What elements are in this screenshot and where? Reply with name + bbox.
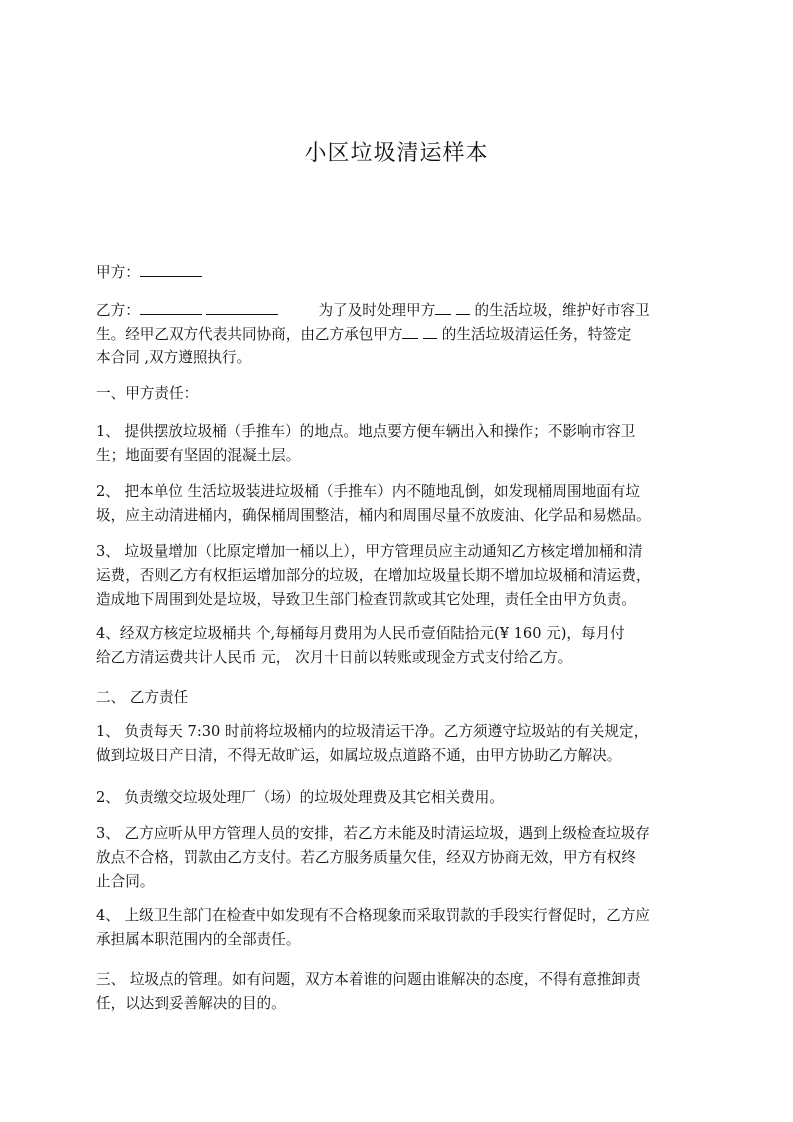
section-1-item-3-line-1: 3、 垃圾量增加（比原定增加一桶以上），甲方管理员应主动通知乙方核定增加桶和清: [96, 543, 643, 560]
section-2-item-2-line-1: 2、 负责缴交垃圾处理厂（场）的垃圾处理费及其它相关费用。: [96, 789, 504, 806]
section-1-item-2: [96, 480, 704, 528]
section-1-item-4-line-2: 给乙方清运费共计人民币 元， 次月十日前以转账或现金方式支付给乙方。: [96, 649, 573, 666]
party-a-name-blank-2b: [423, 322, 437, 339]
party-a-name-blank-1b: [456, 298, 470, 315]
party-b-text-2-end: 的生活垃圾清运任务，特签定: [441, 326, 632, 343]
party-a-name-blank-1a: [435, 298, 451, 315]
party-b-paragraph: [96, 298, 704, 370]
section-2-item-4-line-2: 承担属本职范围内的全部责任。: [96, 931, 301, 948]
section-1-heading: 一、甲方责任：: [96, 385, 199, 402]
section-1-item-2-line-2: 圾，应主动清进桶内，确保桶周围整洁，桶内和周围尽量不放废油、化学品和易燃品。: [96, 507, 651, 524]
party-b-line-1: [96, 298, 704, 322]
section-2-item-3-line-3: 止合同。: [96, 873, 155, 890]
section-2-item-4-line-1: 4、 上级卫生部门在检查中如发现有不合格现象而采取罚款的手段实行督促时，乙方应: [96, 907, 650, 924]
party-b-line-2: [96, 322, 704, 346]
section-2-item-3: [96, 822, 704, 894]
section-3-line-1: 三、 垃圾点的管理。如有问题，双方本着谁的问题由谁解决的态度，不得有意推卸责: [96, 971, 641, 988]
section-2-item-1-line-1: 1、 负责每天 7:30 时前将垃圾桶内的垃圾清运干净。乙方须遵守垃圾站的有关规定，: [96, 723, 649, 740]
party-b-blank-2: [206, 298, 278, 315]
section-3-paragraph: [96, 968, 704, 1016]
party-b-blank-1: [140, 298, 202, 315]
section-1-item-1: [96, 420, 704, 468]
section-2-item-4: [96, 904, 704, 952]
section-2-item-1: [96, 720, 704, 768]
party-b-text-1: 为了及时处理甲方: [318, 302, 436, 319]
section-2-item-2: [96, 786, 704, 810]
party-b-text-2: 生。经甲乙双方代表共同协商，由乙方承包甲方: [96, 326, 403, 343]
party-a-blank: [140, 260, 202, 277]
section-1-item-1-line-1: 1、 提供摆放垃圾桶（手推车）的地点。地点要方便车辆出入和操作；不影响市容卫: [96, 423, 636, 440]
party-b-label: 乙方：: [96, 302, 140, 319]
section-1-item-4-line-1: 4、经双方核定垃圾桶共 个,每桶每月费用为人民币壹佰陆拾元(¥ 160 元)，每月付: [96, 625, 625, 642]
section-1-item-1-line-2: 生；地面要有坚固的混凝土层。: [96, 447, 301, 464]
party-a-line: [96, 260, 704, 285]
section-2-item-3-line-1: 3、 乙方应听从甲方管理人员的安排，若乙方未能及时清运垃圾，遇到上级检查垃圾存: [96, 825, 650, 842]
party-b-line-3: 本合同 ,双方遵照执行。: [96, 349, 252, 366]
section-3-line-2: 任，以达到妥善解决的目的。: [96, 995, 286, 1012]
section-2-heading: 二、 乙方责任: [96, 689, 189, 706]
section-1-item-2-line-1: 2、 把本单位 生活垃圾装进垃圾桶（手推车）内不随地乱倒，如发现桶周围地面有垃: [96, 483, 640, 500]
document-title: 小区垃圾清运样本: [304, 141, 489, 166]
section-1-item-4: [96, 622, 704, 670]
section-2-item-3-line-2: 放点不合格，罚款由乙方支付。若乙方服务质量欠佳，经双方协商无效，甲方有权终: [96, 849, 636, 866]
section-1-item-3-line-2: 运费，否则乙方有权拒运增加部分的垃圾，在增加垃圾量长期不增加垃圾桶和清运费，: [96, 567, 651, 584]
party-a-name-blank-2a: [402, 322, 418, 339]
party-a-label: 甲方：: [96, 264, 140, 281]
section-1-item-3: [96, 540, 704, 612]
section-1-item-3-line-3: 造成地下周围到处是垃圾，导致卫生部门检查罚款或其它处理，责任全由甲方负责。: [96, 591, 636, 608]
party-b-text-1-end: 的生活垃圾，维护好市容卫: [474, 302, 650, 319]
section-2-item-1-line-2: 做到垃圾日产日清，不得无故旷运，如属垃圾点道路不通，由甲方协助乙方解决。: [96, 747, 622, 764]
